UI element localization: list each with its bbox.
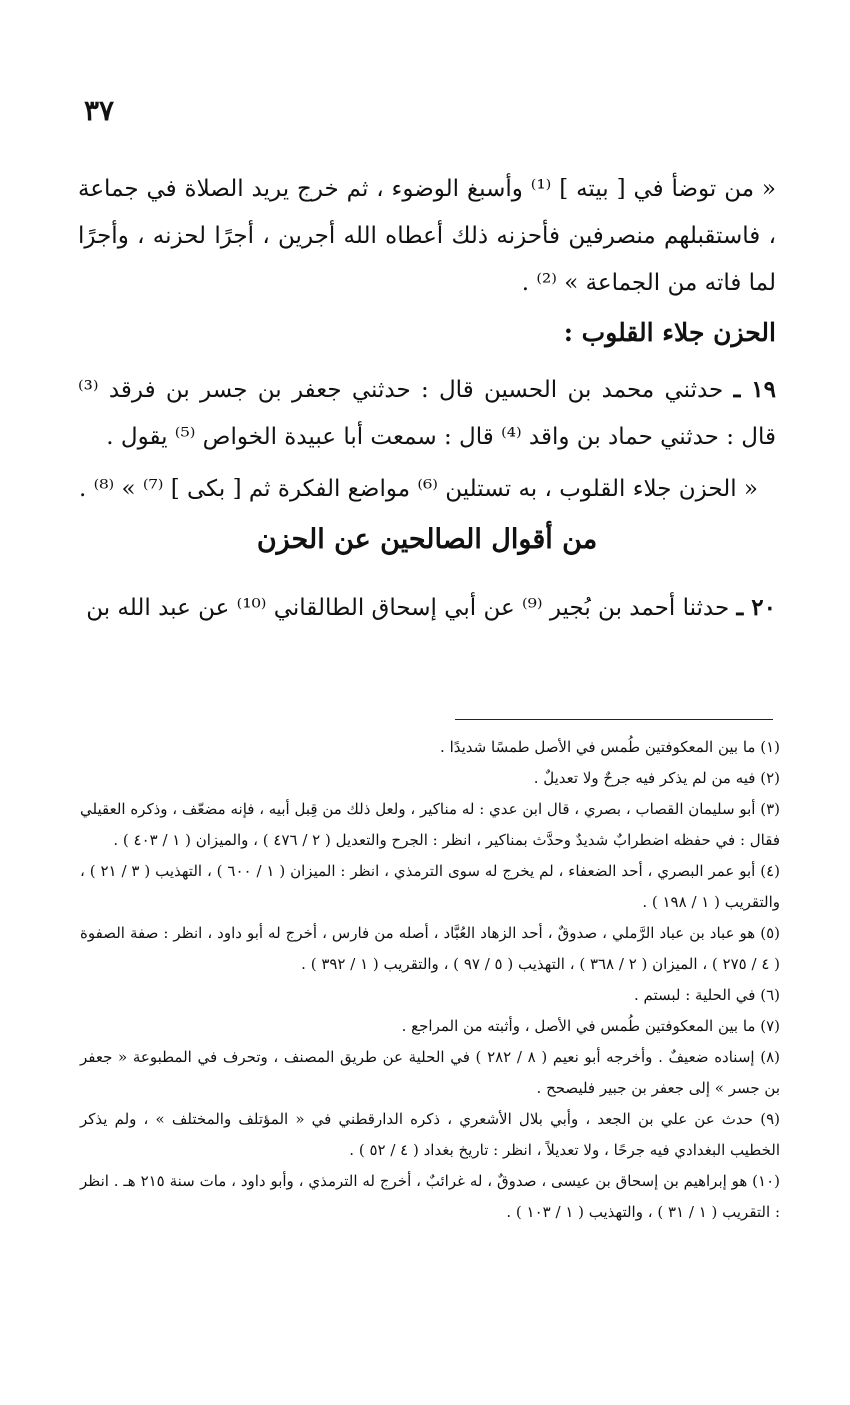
- footnote: (٣) أبو سليمان القصاب ، بصري ، قال ابن عدي : له مناكير ، ولعل ذلك من قِبل أبيه ، فإنه مضعّف ، وذكره العقيلي فقال : في حفظه اضطرابٌ شديدٌ وحدَّث بمناكير ، انظر : الجرح والتعديل ( ٢ / ٤٧٦ ) ، والميزان ( ١ / ٤٠٣ ) .: [80, 800, 780, 849]
- section-heading-sorrow: الحزن جلاء القلوب :: [563, 318, 776, 347]
- footnote: (٢) فيه من لم يذكر فيه جرحٌ ولا تعديلٌ .: [533, 769, 780, 787]
- narration-text: حدثني محمد بن الحسين قال : حدثني جعفر بن جسر بن فرقد ⁽³⁾ قال : حدثني حماد بن واقد ⁽⁴⁾ قال : سمعت أبا عبيدة الخواص ⁽⁵⁾ يقول .: [78, 377, 776, 450]
- quote-text: « الحزن جلاء القلوب ، به تستلين ⁽⁶⁾ مواضع الفكرة ثم [ بكى ] ⁽⁷⁾ » ⁽⁸⁾ .: [79, 476, 758, 502]
- footnote-divider: [455, 719, 773, 720]
- item-number: ٢٠ ـ: [736, 594, 776, 621]
- footnote: (٨) إسناده ضعيفٌ . وأخرجه أبو نعيم ( ٨ / ٢٨٢ ) في الحلية عن طريق المصنف ، وتحرف في المطبوعة « جعفر بن جسر » إلى جعفر بن جبير فليصحح .: [80, 1048, 780, 1097]
- footnote: (٦) في الحلية : لبستم .: [633, 986, 780, 1004]
- section-heading-sayings: من أقوال الصالحين عن الحزن: [256, 524, 598, 555]
- footnote: (٧) ما بين المعكوفتين طُمس في الأصل ، وأثبته من المراجع .: [401, 1017, 780, 1035]
- quote-19: [78, 466, 776, 513]
- footnotes: [80, 732, 780, 1228]
- narration-19: [78, 366, 776, 461]
- footnote: (٥) هو عباد بن عباد الرَّملي ، صدوقٌ ، أحد الزهاد العُبَّاد ، أصله من فارس ، أخرج له أبو داود ، انظر : صفة الصفوة ( ٤ / ٢٧٥ ) ، الميزان ( ٢ / ٣٦٨ ) ، التهذيب ( ٥ / ٩٧ ) ، والتقريب ( ١ / ٣٩٢ ) .: [80, 924, 780, 973]
- opening-paragraph: [78, 166, 776, 307]
- footnote: (٩) حدث عن علي بن الجعد ، وأبي بلال الأشعري ، ذكره الدارقطني في « المؤتلف والمختلف » ، ولم يذكر الخطيب البغدادي فيه جرحًا ، ولا تعديلاً ، انظر : تاريخ بغداد ( ٤ / ٥٢ ) .: [80, 1110, 780, 1159]
- paragraph-text: « من توضأ في [ بيته ] ⁽¹⁾ وأسبغ الوضوء ، ثم خرج يريد الصلاة في جماعة ، فاستقبلهم منصرفين فأحزنه ذلك أعطاه الله أجرين ، أجرًا لحزنه ، وأجرًا لما فاته من الجماعة » ⁽²⁾ .: [78, 176, 776, 296]
- footnote: (١٠) هو إبراهيم بن إسحاق بن عيسى ، صدوقٌ ، له غرائبٌ ، أخرج له الترمذي ، وأبو داود ، مات سنة ٢١٥ هـ . انظر : التقريب ( ١ / ٣١ ) ، والتهذيب ( ١ / ١٠٣ ) .: [80, 1172, 780, 1221]
- page-number: ٣٧: [84, 94, 115, 127]
- narration-20: [78, 584, 776, 632]
- footnote: (٤) أبو عمر البصري ، أحد الضعفاء ، لم يخرج له سوى الترمذي ، انظر : الميزان ( ١ / ٦٠٠ ) ، التهذيب ( ٣ / ٢١ ) ، والتقريب ( ١ / ١٩٨ ) .: [80, 862, 780, 911]
- item-number: ١٩ ـ: [733, 376, 776, 403]
- narration-text: حدثنا أحمد بن بُجير ⁽⁹⁾ عن أبي إسحاق الطالقاني ⁽¹⁰⁾ عن عبد الله بن: [86, 595, 730, 621]
- footnote: (١) ما بين المعكوفتين طُمس في الأصل طمسًا شديدًا .: [440, 738, 780, 756]
